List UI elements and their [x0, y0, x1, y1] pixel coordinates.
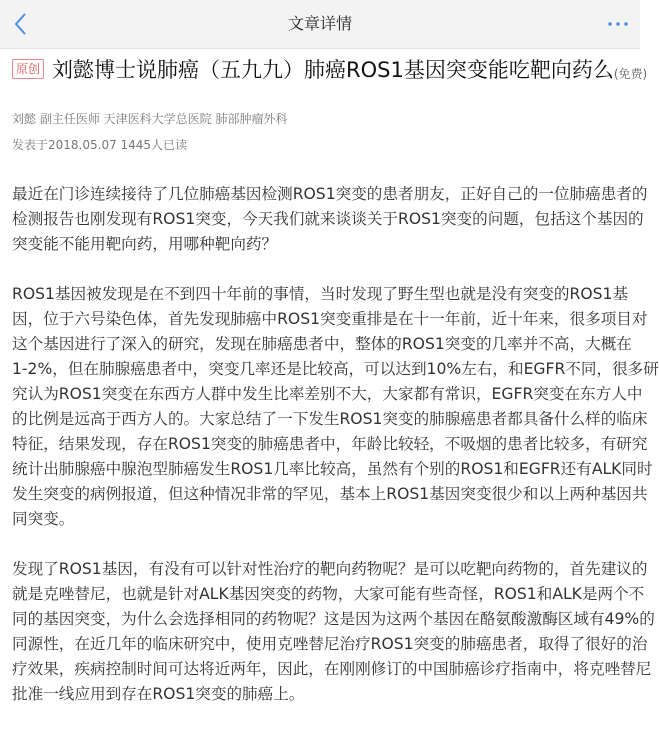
publish-line: 发表于2018.05.07 1445人已读	[12, 138, 188, 152]
paragraph-line: 同突变。	[12, 510, 75, 528]
article-title: 刘懿博士说肺癌（五九九）肺癌ROS1基因突变能吃靶向药么	[52, 58, 614, 82]
page-title: 文章详情	[287, 14, 352, 33]
paragraph-line: 最近在门诊连续接待了几位肺癌基因检测ROS1突变的患者朋友，正好自己的一位肺癌患者的	[12, 185, 648, 203]
article-paragraph	[12, 557, 655, 707]
paragraph-line: ROS1基因被发现是在不到四十年前的事情，当时发现了野生型也就是没有突变的ROS1基	[12, 285, 629, 303]
paragraph-line: 突变能不能用靶向药，用哪种靶向药？	[12, 235, 278, 253]
paragraph-line: 的比例是远高于西方人的。大家总结了一下发生ROS1突变的肺腺癌患者都具备什么样的临床	[12, 410, 648, 428]
article-paragraph	[12, 182, 648, 257]
paragraph-line: 这个基因进行了深入的研究，发现在肺癌患者中，整体的ROS1突变的几率并不高，大概在	[12, 335, 632, 353]
paragraph-line: 同源性，在近几年的临床研究中，使用克唑替尼治疗ROS1突变的肺癌患者，取得了很好的治	[12, 635, 648, 653]
paragraph-line: 就是克唑替尼，也就是针对ALK基因突变的药物，大家可能有些奇怪，ROS1和ALK是两个不	[12, 585, 645, 603]
paragraph-line: 究认为ROS1突变在东西方人群中发生比率差别不大，大家都有常识，EGFR突变在东方人中	[12, 385, 643, 403]
article-body	[12, 182, 659, 732]
paragraph-line: 发现了ROS1基因，有没有可以针对性治疗的靶向药物呢？是可以吃靶向药物的，首先建议的	[12, 560, 648, 578]
nav-bar	[0, 0, 640, 49]
paragraph-line: 1-2%，但在肺腺癌患者中，突变几率还是比较高，可以达到10%左右，和EGFR不同，很多研	[12, 360, 659, 378]
paragraph-line: 特征，结果发现，存在ROS1突变的肺癌患者中，年龄比较轻，不吸烟的患者比较多，有研究	[12, 435, 648, 453]
original-badge: 原创	[12, 59, 44, 79]
paragraph-line: 疗效果，疾病控制时间可达将近两年，因此，在刚刚修订的中国肺癌诊疗指南中，将克唑替尼	[12, 660, 652, 678]
more-button[interactable]	[606, 12, 630, 36]
more-dots-icon	[606, 12, 630, 36]
paragraph-line: 批准一线应用到存在ROS1突变的肺癌上。	[12, 685, 305, 703]
paragraph-line: 统计出肺腺癌中腺泡型肺癌发生ROS1几率比较高，虽然有个别的ROS1和EGFR还有ALK同时	[12, 460, 653, 478]
free-tag: (免费)	[613, 66, 648, 81]
article-headline	[12, 54, 648, 84]
article-paragraph	[12, 282, 659, 532]
paragraph-line: 发生突变的病例报道，但这种情况非常的罕见，基本上ROS1基因突变很少和以上两种基因共	[12, 485, 648, 503]
paragraph-line: 检测报告也刚发现有ROS1突变，今天我们就来谈谈关于ROS1突变的问题，包括这个基因的	[12, 210, 644, 228]
paragraph-line: 因，位于六号染色体，首先发现肺癌中ROS1突变重排是在十一年前，近十年来，很多项目对	[12, 310, 648, 328]
author-line: 刘懿 副主任医师 天津医科大学总医院 肺部肿瘤外科	[12, 112, 288, 126]
paragraph-line: 同的基因突变，为什么会选择相同的药物呢？这是因为这两个基因在酪氨酸激酶区域有49%的	[12, 610, 655, 628]
